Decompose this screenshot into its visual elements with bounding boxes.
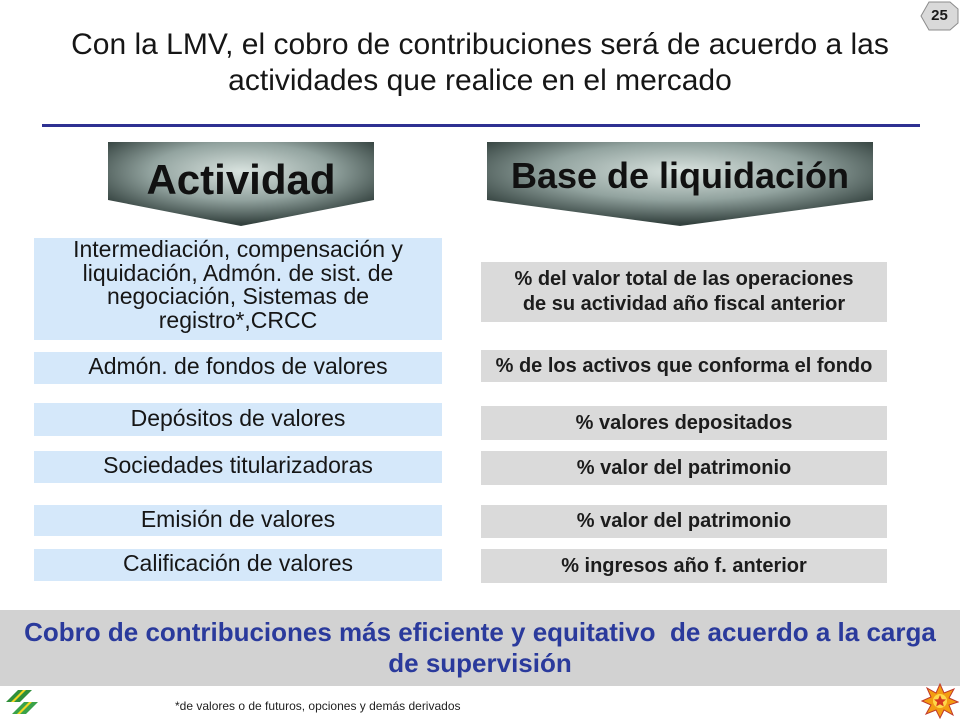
green-s-logo-icon xyxy=(2,684,42,718)
activity-box xyxy=(34,238,442,340)
page-number: 25 xyxy=(931,7,948,24)
sun-star-emblem-icon xyxy=(921,683,959,719)
activity-label: Calificación de valores xyxy=(122,550,354,577)
activity-box xyxy=(34,505,442,536)
activity-label: Emisión de valores xyxy=(140,505,336,532)
settlement-base-box xyxy=(481,406,887,440)
settlement-base-box xyxy=(481,451,887,485)
settlement-base-label: % ingresos año f. anterior xyxy=(561,554,807,577)
settlement-base-box xyxy=(481,262,887,322)
activity-column-header xyxy=(108,142,374,226)
settlement-base-label: % valores depositados xyxy=(575,411,793,434)
activity-label: Admón. de fondos de valores xyxy=(88,353,388,380)
activity-box xyxy=(34,549,442,581)
settlement-base-header-label: Base de liquidación xyxy=(510,155,850,196)
footnote: *de valores o de futuros, opciones y demás derivados xyxy=(175,699,461,713)
activity-label: Sociedades titularizadoras xyxy=(103,452,373,479)
slide-title: Con la LMV, el cobro de contribuciones será de acuerdo a las actividades que realice en el mercado xyxy=(71,28,889,97)
conclusion-banner xyxy=(0,610,960,686)
settlement-base-label: % de los activos que conforma el fondo xyxy=(495,354,873,377)
activity-label: Depósitos de valores xyxy=(130,404,346,431)
title-divider xyxy=(42,124,920,127)
conclusion-text: Cobro de contribuciones más eficiente y equitativo de acuerdo a la carga de supervisión xyxy=(24,617,936,678)
settlement-base-box xyxy=(481,350,887,382)
settlement-base-box xyxy=(481,505,887,538)
activity-label: Intermediación, compensación y liquidación, Admón. de sist. de negociación, Sistemas de registro*,CRCC xyxy=(73,236,403,334)
activity-box xyxy=(34,403,442,436)
settlement-base-label: % valor del patrimonio xyxy=(576,510,792,532)
settlement-base-box xyxy=(481,549,887,583)
settlement-base-label: % valor del patrimonio xyxy=(576,456,792,479)
activity-box xyxy=(34,352,442,384)
settlement-base-column-header xyxy=(487,142,873,226)
activity-header-label: Actividad xyxy=(146,156,336,203)
activity-box xyxy=(34,451,442,483)
settlement-base-label: % del valor total de las operaciones de su actividad año fiscal anterior xyxy=(514,268,854,315)
